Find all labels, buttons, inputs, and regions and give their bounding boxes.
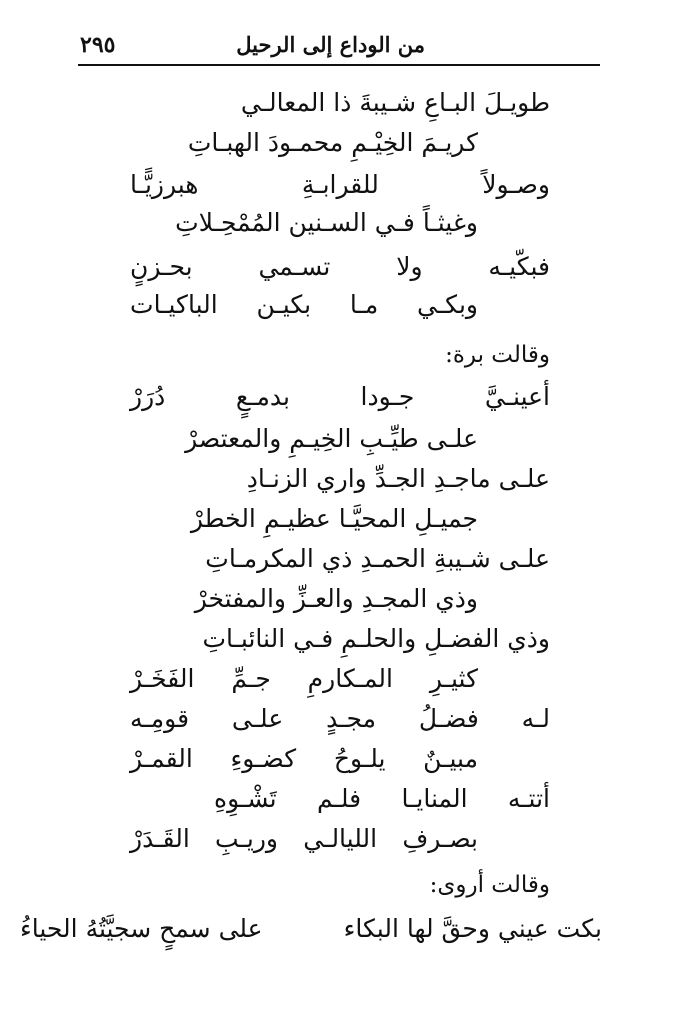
poem1-line-6-word: بكيـن [256,290,312,319]
poem2-line-4: جميـلِ المحيَّـا عظيـمِ الخطرْ [190,504,478,533]
poem2-line-1-word: أعينـيَّ [484,382,550,411]
page-number: ٢٩٥ [80,32,116,58]
poem2-line-1-word: دُرَرْ [130,382,166,411]
running-title: من الوداع إلى الرحيل [236,32,425,57]
poem2-line-11-word: تَشْـوِهِ [214,784,277,813]
poem2-line-10-word: القمـرْ [130,744,193,773]
poem2-line-11-word: المنايـا [401,784,468,813]
poem1-line-3-word: هبرزيًّـا [130,170,199,199]
poem2-line-2: علـى طيِّـبِ الخِيـمِ والمعتصرْ [185,424,478,453]
poem2-line-10-word: كضـوءِ [230,744,297,773]
poem2-line-9-word: لـه [521,704,550,733]
poem2-line-12-word: بصـرفِ [402,824,478,853]
poem1-line-3-word: وصـولاً [482,170,550,199]
poem1-line-6 [130,288,478,322]
poem2-line-10 [130,742,478,776]
poem1-line-5-word: تسـمي [258,252,331,281]
poem2-line-8-word: المـكارمِ [307,664,393,693]
poem2-line-12-word: وريـبِ [215,824,279,853]
poem2-line-9-word: مجـدٍ [326,704,377,733]
poem1-line-1: طويـلَ البـاعِ شـيبةَ ذا المعالـي [240,88,550,117]
poem1-line-5-word: بحـزنٍ [130,252,193,281]
poem2-line-5: علـى شـيبةِ الحمـدِ ذي المكرمـاتِ [205,544,550,573]
poem2-line-12-word: الليالـي [303,824,378,853]
poem1-line-6-word: مـا [349,290,379,319]
poem1-line-4: وغيثـاً فـي السـنين المُمْحِـلاتِ [175,208,478,237]
poem1-line-6-word: الباكيـات [130,290,218,319]
poem1-line-3-word: للقرابـةِ [301,170,379,199]
poem1-line-3 [130,168,550,202]
poem2-line-12 [130,822,478,856]
poem1-line-2: كريـمَ الخِيْـمِ محمـودَ الهبـاتِ [187,128,478,157]
poem2-line-11-word: أتتـه [507,784,550,813]
poem3-line-2: على سمحٍ سجيَّتُهُ الحياءُ [20,914,263,943]
poem2-line-11 [214,782,550,816]
poem2-line-7: وذي الفضـلِ والحلـمِ فـي النائبـاتِ [202,624,550,653]
poem2-line-1-word: جـودا [360,382,415,411]
poem2-line-8 [130,662,478,696]
intro-barra: وقالت برة: [445,342,550,368]
poem2-line-6: وذي المجـدِ والعـزِّ والمفتخرْ [194,584,478,613]
poem2-line-8-word: كثيـرِ [429,664,478,693]
poem2-line-12-word: القَـدَرْ [130,824,190,853]
poem2-line-10-word: يلـوحُ [333,744,386,773]
poem2-line-3: علـى ماجـدِ الجـدِّ واري الزنـادِ [246,464,550,493]
poem2-line-9-word: فضـلُ [418,704,479,733]
poem3-line-1: بكت عيني وحقَّ لها البكاء [343,914,602,943]
poem1-line-6-word: وبكـي [417,290,478,319]
poem1-line-5-word: فبكّيـه [488,252,550,281]
page-header [78,28,600,66]
poem2-line-9-word: قومِـه [130,704,190,733]
poem2-line-8-word: جـمِّ [231,664,271,693]
poem2-line-1 [130,380,550,414]
intro-arwa: وقالت أروى: [429,872,550,898]
poem2-line-10-word: مبيـنٌ [423,744,478,773]
poem2-line-1-word: بدمـعٍ [235,382,290,411]
poem2-line-8-word: الفَخَـرْ [130,664,195,693]
poem1-line-5 [130,250,550,284]
poem2-line-9 [130,702,550,736]
poem1-line-5-word: ولا [396,252,423,281]
poem2-line-9-word: علـى [231,704,284,733]
poem2-line-11-word: فلـم [316,784,362,813]
